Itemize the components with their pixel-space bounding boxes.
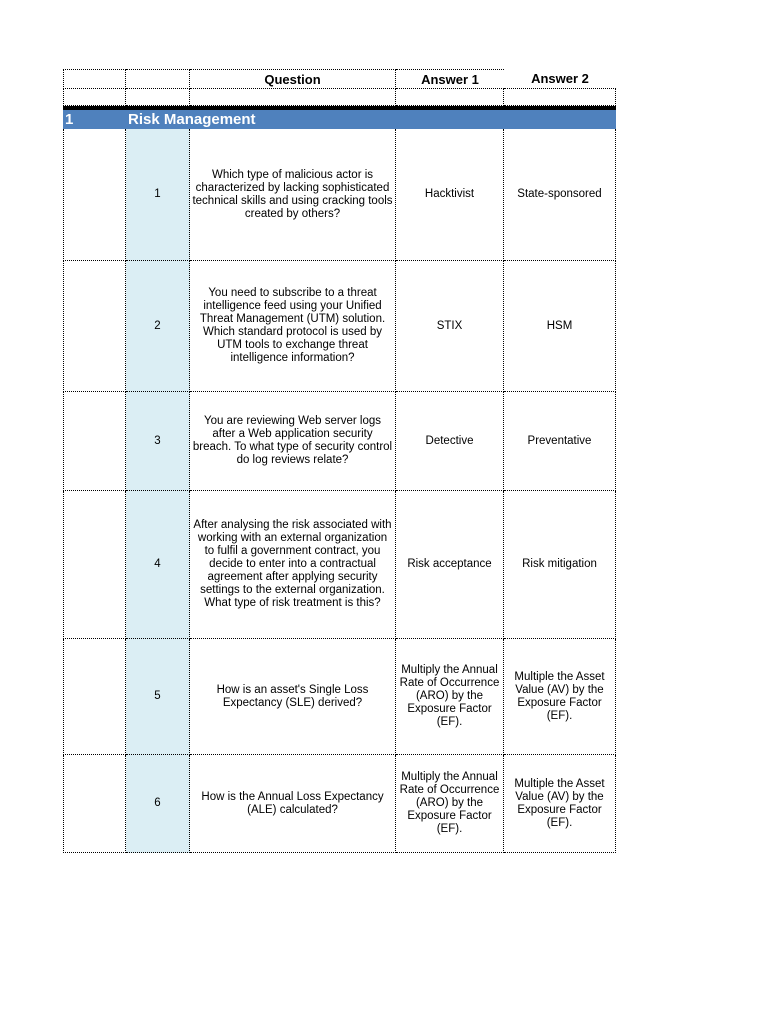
header-blank-a[interactable] (63, 69, 126, 89)
section-number: 1 (65, 111, 74, 128)
table-row (63, 491, 616, 639)
header-answer-2[interactable]: Answer 2 (504, 69, 616, 89)
row-number[interactable]: 1 (126, 129, 190, 261)
section-band[interactable] (63, 110, 616, 129)
spacer-cell[interactable] (63, 89, 126, 106)
row-question[interactable]: You are reviewing Web server logs after a Web application security breach. To what type of security control do log reviews relate? (190, 392, 396, 491)
spacer-cell[interactable] (396, 89, 504, 106)
row-blank-cell[interactable] (63, 639, 126, 755)
table-row (63, 129, 616, 261)
row-blank-cell[interactable] (63, 491, 126, 639)
table-row (63, 392, 616, 491)
header-row (63, 69, 616, 89)
row-question[interactable]: How is an asset's Single Loss Expectancy (SLE) derived? (190, 639, 396, 755)
row-answer-2[interactable]: Risk mitigation (504, 491, 616, 639)
row-blank-cell[interactable] (63, 755, 126, 853)
spreadsheet (63, 69, 616, 853)
header-answer-1[interactable]: Answer 1 (396, 69, 504, 89)
row-answer-2[interactable]: Multiple the Asset Value (AV) by the Exposure Factor (EF). (504, 755, 616, 853)
row-answer-2[interactable]: HSM (504, 261, 616, 392)
header-question[interactable]: Question (190, 69, 396, 89)
spacer-row (63, 89, 616, 106)
row-question[interactable]: You need to subscribe to a threat intelligence feed using your Unified Threat Management (UTM) solution. Which standard protocol is used by UTM tools to exchange threat intelligence information? (190, 261, 396, 392)
row-question[interactable]: Which type of malicious actor is characterized by lacking sophisticated technical skills and using cracking tools created by others? (190, 129, 396, 261)
spacer-cell[interactable] (126, 89, 190, 106)
spacer-cell[interactable] (504, 89, 616, 106)
row-answer-2[interactable]: Multiple the Asset Value (AV) by the Exposure Factor (EF). (504, 639, 616, 755)
row-question[interactable]: After analysing the risk associated with working with an external organization to fulfil a government contract, you decide to enter into a contractual agreement after applying security settings to the external organization. What type of risk treatment is this? (190, 491, 396, 639)
row-answer-1[interactable]: STIX (396, 261, 504, 392)
section-title: Risk Management (128, 111, 256, 128)
table-row (63, 639, 616, 755)
row-blank-cell[interactable] (63, 261, 126, 392)
row-number[interactable]: 3 (126, 392, 190, 491)
table-row (63, 261, 616, 392)
row-answer-1[interactable]: Multiply the Annual Rate of Occurrence (ARO) by the Exposure Factor (EF). (396, 755, 504, 853)
row-answer-1[interactable]: Hacktivist (396, 129, 504, 261)
row-number[interactable]: 2 (126, 261, 190, 392)
row-answer-1[interactable]: Multiply the Annual Rate of Occurrence (ARO) by the Exposure Factor (EF). (396, 639, 504, 755)
table-row (63, 755, 616, 853)
spacer-cell[interactable] (190, 89, 396, 106)
row-blank-cell[interactable] (63, 392, 126, 491)
header-blank-b[interactable] (126, 69, 190, 89)
row-number[interactable]: 4 (126, 491, 190, 639)
row-answer-2[interactable]: Preventative (504, 392, 616, 491)
row-answer-2[interactable]: State-sponsored (504, 129, 616, 261)
row-number[interactable]: 6 (126, 755, 190, 853)
row-blank-cell[interactable] (63, 129, 126, 261)
row-answer-1[interactable]: Detective (396, 392, 504, 491)
row-number[interactable]: 5 (126, 639, 190, 755)
row-question[interactable]: How is the Annual Loss Expectancy (ALE) calculated? (190, 755, 396, 853)
row-answer-1[interactable]: Risk acceptance (396, 491, 504, 639)
